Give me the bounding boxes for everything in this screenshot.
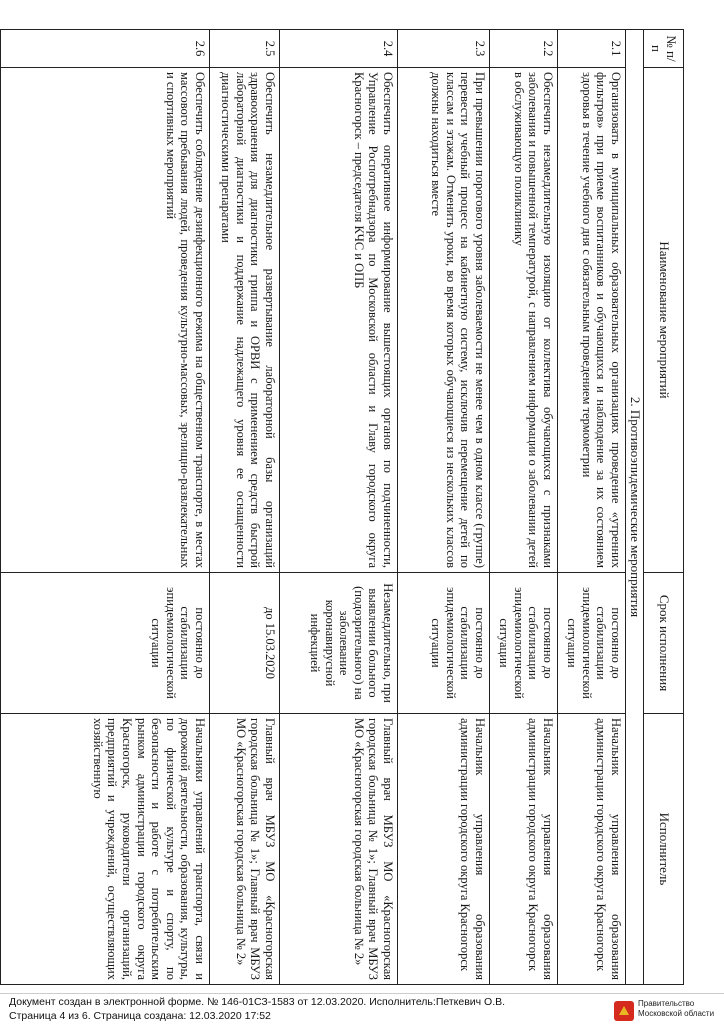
row-executor: Начальник управления образования администрации городского округа Красногорск — [558, 714, 626, 985]
row-term: постоянно до стабилизации эпидемиологической ситуации — [490, 573, 558, 714]
document-footer — [0, 993, 724, 1025]
section-title: 2. Противоэпидемические мероприятия — [626, 30, 644, 985]
government-brand — [638, 999, 714, 1019]
table-row — [280, 30, 398, 985]
brand-line-2: Московской области — [638, 1009, 715, 1018]
row-executor: Начальники управлений транспорта, связи и дорожной деятельности, образования, культуры, по физической культуре и спорту, по безопасности и работе с потребительским рынком администрации городского округа Красногорск, руководители организаций, предприятий и учреждений, осуществляющих хозяйственную — [1, 714, 210, 985]
row-name: Обеспечить соблюдение дезинфекционного режима на общественном транспорте, в местах массового пребывания людей, проведения культурно-массовых, зрелищно-развлекательных и спортивных мероприятий — [1, 68, 210, 573]
row-name: Организовать в муниципальных образовательных организациях проведение «утренних фильтров» при приеме воспитанников и обучающихся и наблюдение за их состоянием здоровья в течение учебного дня с обязательным проведением термометрии — [558, 68, 626, 573]
moscow-region-emblem-icon — [613, 1000, 635, 1022]
row-name: Обеспечить оперативное информирование вышестоящих органов по подчиненности, Управление Роспотребнадзора по Московской области и Главу городского округа Красногорск – председателя КЧС и ОПБ — [280, 68, 398, 573]
row-term: постоянно до стабилизации эпидемиологической ситуации — [398, 573, 490, 714]
brand-line-1: Правительство — [638, 999, 695, 1008]
row-num: 2.3 — [398, 30, 490, 68]
row-executor: Начальник управления образования администрации городского округа Красногорск — [490, 714, 558, 985]
row-term: Незамедлительно, при выявлении больного (подозрительного) на заболевание коронавирусной инфекцией — [280, 573, 398, 714]
row-num: 2.1 — [558, 30, 626, 68]
row-num: 2.4 — [280, 30, 398, 68]
header-executor: Исполнитель — [644, 714, 684, 985]
header-name: Наименование мероприятий — [644, 68, 684, 573]
footer-line-1: Документ создан в электронной форме. № 146-01СЗ-1583 от 12.03.2020. Исполнитель:Петкевич О.В. — [9, 996, 506, 1008]
header-num: № п/п — [644, 30, 684, 68]
measures-table — [0, 29, 684, 985]
row-name: Обеспечить незамедлительную изоляцию от коллектива обучающихся с признаками заболевания и повышенной температурой, с направлением информации о заболевании детей в обслуживающую поликлинику — [490, 68, 558, 573]
row-term: постоянно до стабилизации эпидемиологической ситуации — [558, 573, 626, 714]
table-row — [490, 30, 558, 985]
row-term: постоянно до стабилизации эпидемиологической ситуации — [1, 573, 210, 714]
row-num: 2.2 — [490, 30, 558, 68]
table-row — [558, 30, 626, 985]
table-row — [398, 30, 490, 985]
row-executor: Начальник управления образования администрации городского округа Красногорск — [398, 714, 490, 985]
rotated-table-container — [0, 29, 684, 984]
section-row — [626, 30, 644, 985]
row-name: При превышении порогового уровня заболеваемости не менее чем в одном классе (группе) перевести учебный процесс на кабинетную систему, исключив перемещение детей по классам и этажам. Отменить уроки, во время которых обучающиеся из нескольких классов должны находиться вместе — [398, 68, 490, 573]
row-name: Обеспечить незамедлительное развертывание лабораторной базы организаций здравоохранения для диагностики гриппа и ОРВИ с применением средств быстрой лабораторной диагностики и поддержание надлежащего уровня ее оснащенности диагностическими препаратами — [210, 68, 280, 573]
row-executor: Главный врач МБУЗ МО «Красногорская городская больница № 1»; Главный врач МБУЗ МО «Красногорская городская больница № 2» — [280, 714, 398, 985]
row-num: 2.6 — [1, 30, 210, 68]
table-row — [210, 30, 280, 985]
header-term: Срок исполнения — [644, 573, 684, 714]
row-executor: Главный врач МБУЗ МО «Красногорская городская больница № 1»; Главный врач МБУЗ МО «Красногорская городская больница № 2» — [210, 714, 280, 985]
table-row — [1, 30, 210, 985]
row-num: 2.5 — [210, 30, 280, 68]
row-term: до 15.03.2020 — [210, 573, 280, 714]
header-row — [644, 30, 684, 985]
footer-line-2: Страница 4 из 6. Страница создана: 12.03.2020 17:52 — [9, 1010, 271, 1022]
